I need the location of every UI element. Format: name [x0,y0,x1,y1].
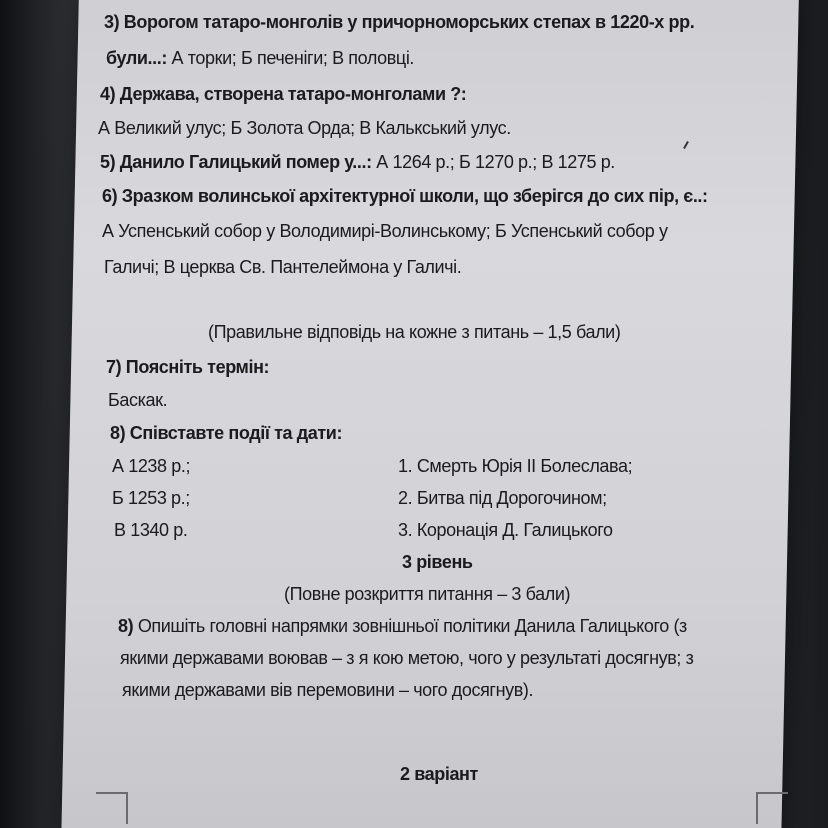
question-3-line-1 [104,12,694,33]
match-date-b-text: Б 1253 р.; [112,488,190,508]
match-date-b [112,488,190,509]
question-8-text: 8) Співставте події та дати: [110,423,343,443]
question-6-text: 6) Зразком волинської архітектурної школи, що зберігся до сих пір, є..: [102,186,708,206]
match-date-a [112,456,190,477]
scoring-note-2-text: (Повне розкриття питання – 3 бали) [284,584,571,604]
essay-question-text-3: якими державами вів перемовини – чого досягнув). [122,680,534,700]
question-4 [100,84,466,105]
variant-heading [400,764,478,785]
question-6-options-1 [102,221,668,242]
scoring-note-1 [208,322,620,343]
question-6-options-1-text: А Успенський собор у Володимирі-Волинському; Б Успенський собор у [102,221,668,241]
match-date-c [114,520,187,541]
question-7-term [108,390,167,411]
question-4-options [98,118,511,139]
question-7-text: 7) Поясніть термін: [106,357,270,377]
essay-question-line-1 [118,616,687,637]
question-3-text: 3) Ворогом татаро-монголів у причорноморських степах в 1220-х рр. [104,12,695,32]
question-5 [100,152,615,173]
question-3-line-2 [106,48,414,69]
match-date-c-text: В 1340 р. [114,520,188,540]
question-5-options: А 1264 р.; Б 1270 р.; В 1275 р. [371,152,615,172]
match-event-1 [398,456,632,477]
match-event-2-text: 2. Битва під Дорогочином; [398,488,607,508]
question-6-options-2 [104,257,461,278]
level-heading [402,552,473,573]
question-3-tail: були...: [106,48,167,68]
essay-question-line-3 [122,680,533,701]
scoring-note-2 [284,584,570,605]
question-4-options-text: А Великий улус; Б Золота Орда; В Калькський улус. [98,118,511,138]
match-event-1-text: 1. Смерть Юрія II Болеслава; [398,456,633,476]
match-event-2 [398,488,607,509]
question-6 [102,186,708,207]
variant-heading-text: 2 варіант [400,764,478,784]
essay-question-line-2 [120,648,693,669]
match-event-3 [398,520,613,541]
page-corner-mark-left [96,792,128,824]
question-3-options: А торки; Б печеніги; В половці. [166,48,415,68]
page-corner-mark-right [756,792,788,824]
scoring-note-1-text: (Правильне відповідь на кожне з питань – 1,5 бали) [208,322,621,342]
essay-question-text-1: Опишіть головні напрямки зовнішньої політики Данила Галицького (з [133,616,687,636]
level-heading-text: 3 рівень [402,552,473,572]
question-6-options-2-text: Галичі; В церква Св. Пантелеймона у Галичі. [104,257,462,277]
essay-question-text-2: якими державами воював – з я кою метою, чого у результаті досягнув; з [120,648,694,668]
question-8 [110,423,342,444]
question-7 [106,357,269,378]
match-date-a-text: А 1238 р.; [112,456,191,476]
question-4-text: 4) Держава, створена татаро-монголами ?: [100,84,467,104]
match-event-3-text: 3. Коронація Д. Галицького [398,520,613,540]
essay-question-number: 8) [118,616,134,636]
question-5-text: 5) Данило Галицький помер у...: [100,152,372,172]
question-7-term-text: Баскак. [108,390,168,410]
